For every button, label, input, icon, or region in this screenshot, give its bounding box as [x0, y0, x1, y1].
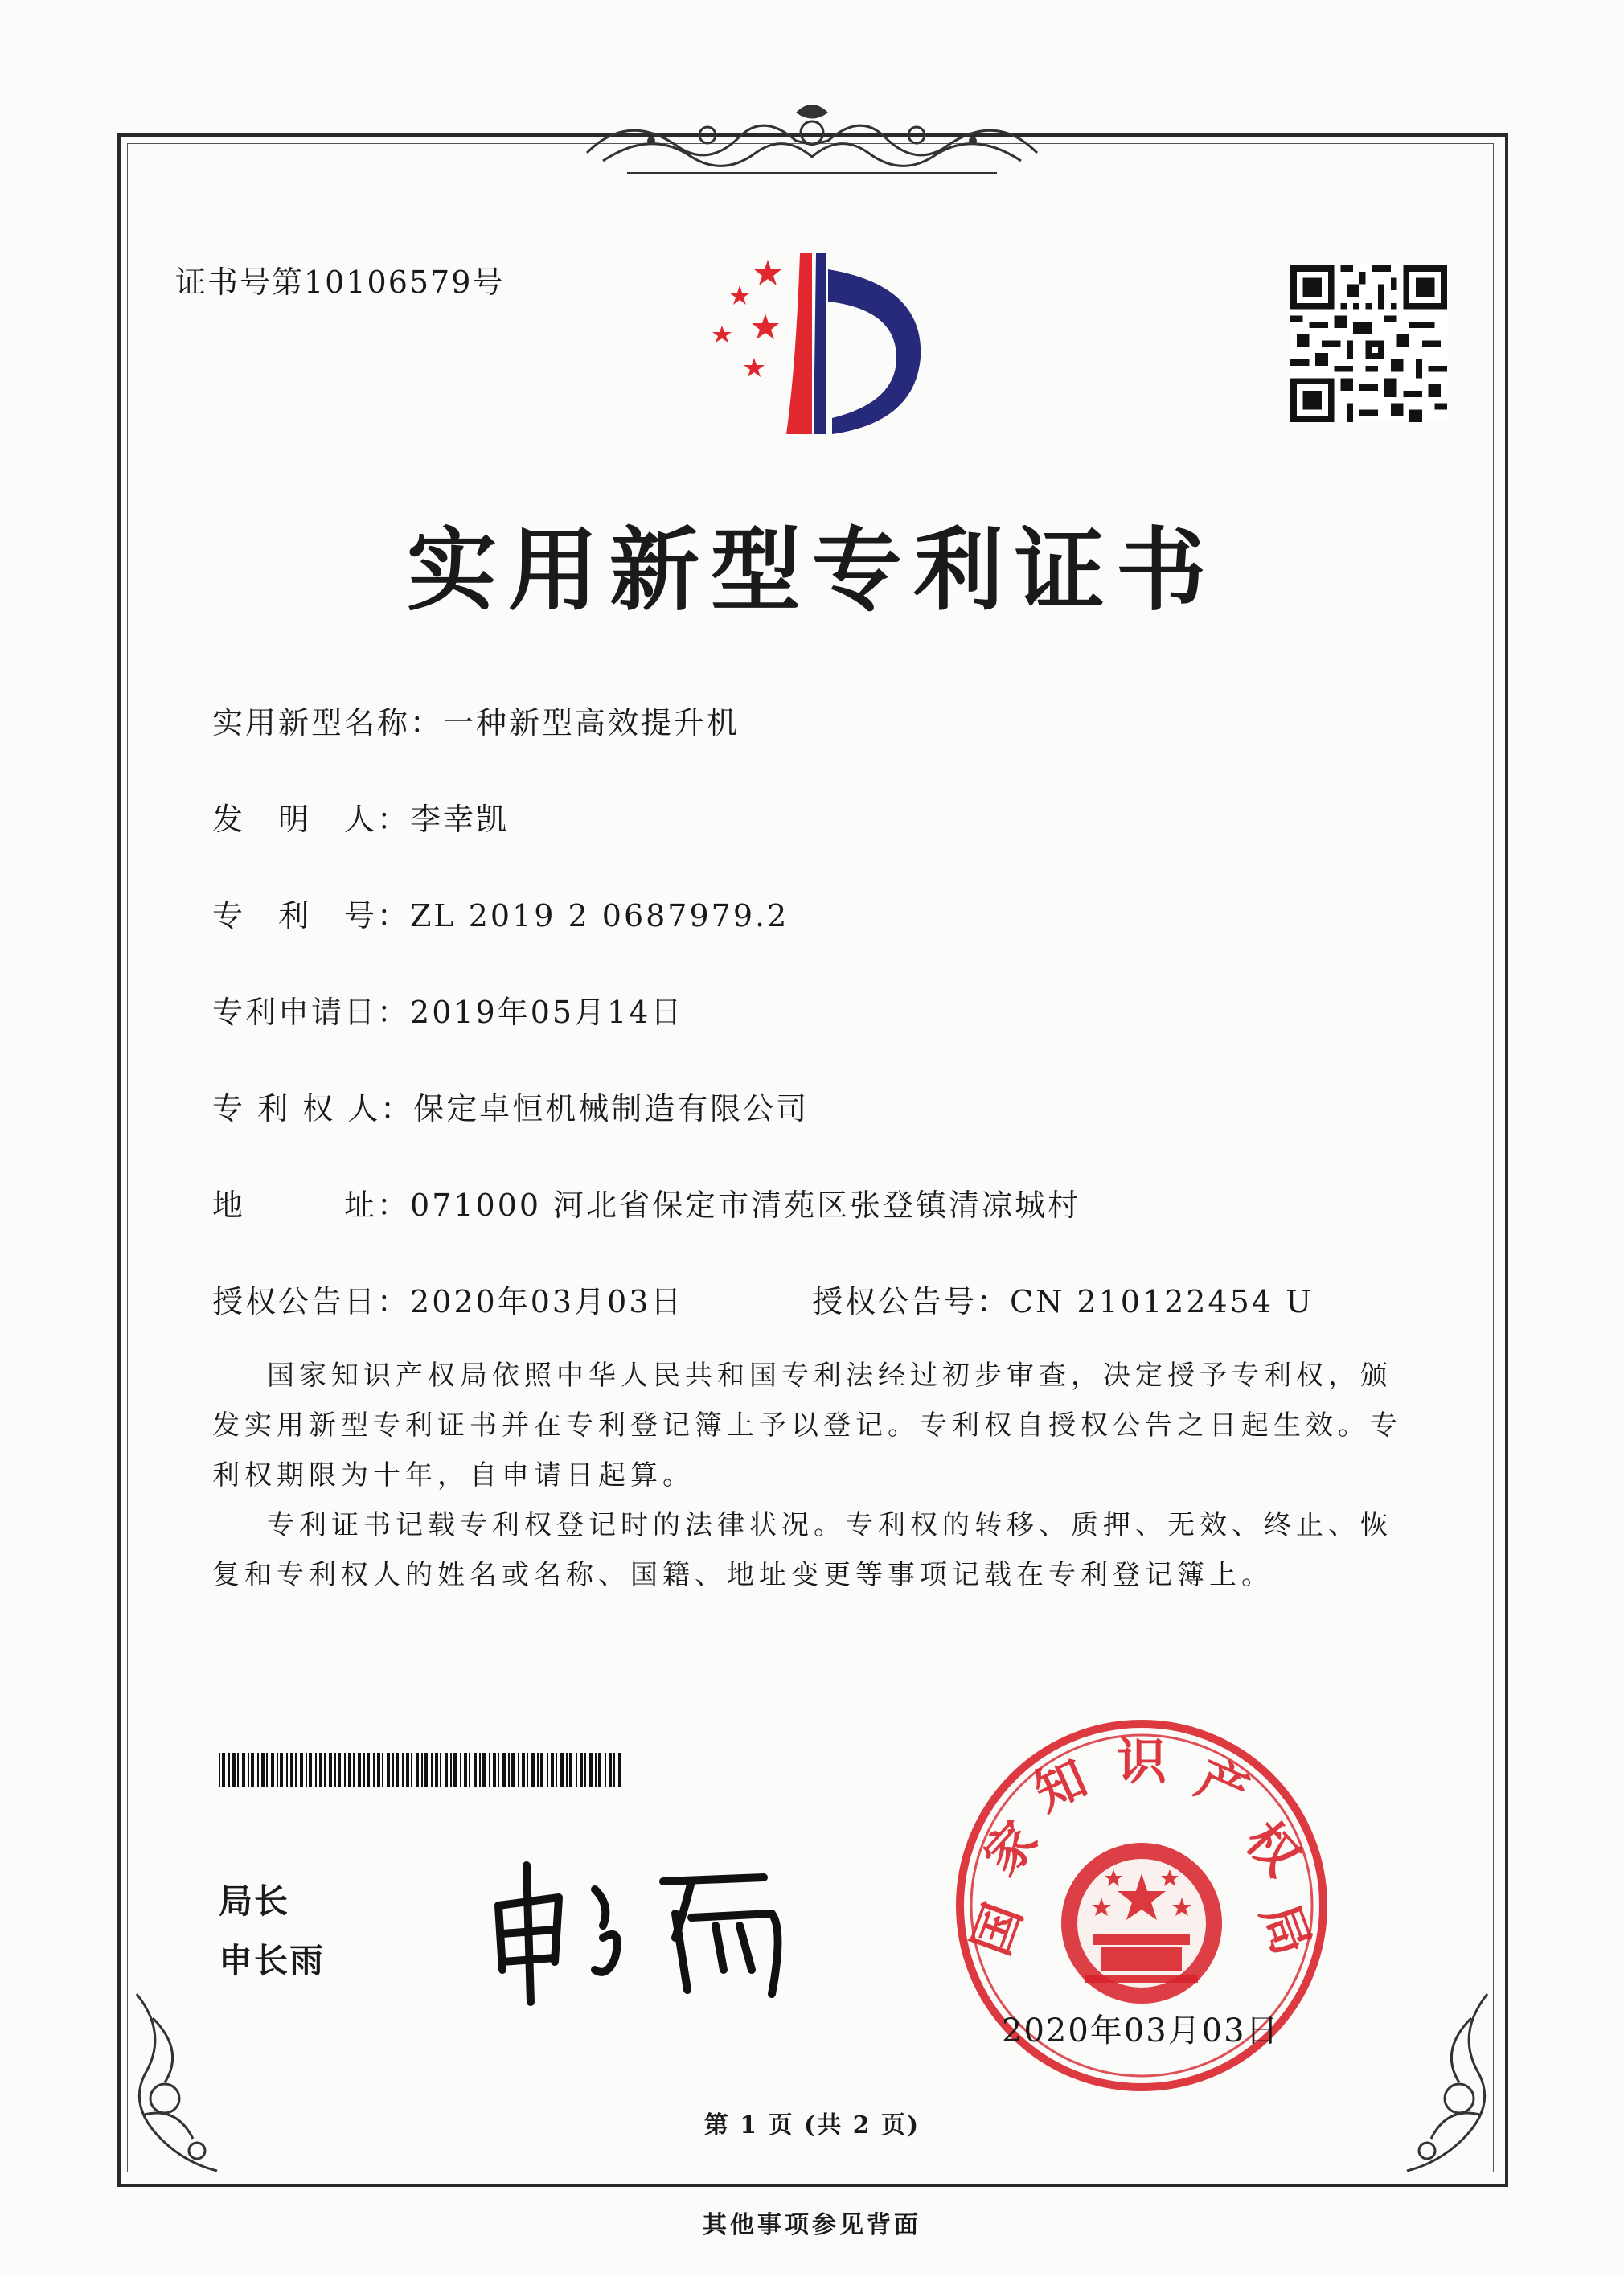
field-grant-announcement-date	[212, 1277, 683, 1321]
certificate-number: 证书号第10106579号	[175, 265, 505, 300]
field-inventor	[212, 794, 509, 839]
director-signature	[482, 1849, 828, 2010]
cnipa-logo-icon	[691, 245, 949, 446]
field-label: 地 址：	[212, 1188, 411, 1223]
field-label: 专利申请日：	[212, 995, 411, 1030]
svg-text:家: 家	[972, 1810, 1049, 1887]
field-value: 保定卓恒机械制造有限公司	[413, 1091, 810, 1126]
svg-text:知: 知	[1026, 1748, 1096, 1823]
field-application-date	[212, 987, 683, 1032]
field-address	[212, 1180, 1081, 1225]
certificate-body-text	[212, 1351, 1418, 1600]
field-patentee	[212, 1084, 809, 1128]
field-label: 专 利 号：	[212, 898, 411, 933]
svg-text:识: 识	[1116, 1732, 1167, 1791]
svg-text:国: 国	[961, 1895, 1034, 1963]
field-value: 一种新型高效提升机	[443, 705, 740, 741]
field-patent-number	[212, 891, 789, 935]
field-value: 2019年05月14日	[410, 995, 684, 1030]
field-value: ZL 2019 2 0687979.2	[410, 898, 789, 933]
field-utility-model-name	[212, 698, 740, 742]
page-number: 第 1 页 (共 2 页)	[703, 2111, 921, 2140]
body-paragraph: 国家知识产权局依照中华人民共和国专利法经过初步审查，决定授予专利权，颁发实用新型专利证书并在专利登记簿上予以登记。专利权自授权公告之日起生效。专利权期限为十年，自申请日起算。	[212, 1360, 1402, 1491]
footer-note: 其他事项参见背面	[703, 2211, 921, 2239]
field-value: 李幸凯	[410, 802, 510, 837]
bottom-right-ornament-icon	[1391, 1986, 1503, 2187]
top-ornament-icon	[579, 96, 1045, 193]
qr-code-icon	[1290, 265, 1447, 422]
field-value: 071000 河北省保定市清苑区张登镇清凉城村	[410, 1188, 1081, 1223]
field-label: 实用新型名称：	[212, 705, 444, 741]
bottom-left-ornament-icon	[121, 1986, 233, 2187]
certificate-title: 实用新型专利证书	[407, 518, 1217, 623]
body-paragraph: 专利证书记载专利权登记时的法律状况。专利权的转移、质押、无效、终止、恢复和专利权人的姓名或名称、国籍、地址变更等事项记载在专利登记簿上。	[212, 1509, 1392, 1591]
svg-text:局: 局	[1249, 1895, 1323, 1963]
barcode-icon	[219, 1753, 625, 1787]
field-grant-announcement-number	[812, 1277, 1314, 1321]
seal-date: 2020年03月03日	[1002, 2012, 1280, 2049]
svg-text:产: 产	[1187, 1748, 1257, 1823]
field-value: CN 210122454 U	[1010, 1284, 1314, 1319]
director-title: 局长	[219, 1881, 290, 1921]
field-value: 2020年03月03日	[410, 1284, 684, 1319]
field-label: 授权公告号：	[812, 1284, 1011, 1319]
field-label: 发 明 人：	[212, 802, 411, 837]
director-name: 申长雨	[219, 1941, 326, 1980]
field-label: 授权公告日：	[212, 1284, 411, 1319]
svg-text:权: 权	[1234, 1810, 1311, 1887]
field-label: 专 利 权 人：	[212, 1091, 414, 1126]
